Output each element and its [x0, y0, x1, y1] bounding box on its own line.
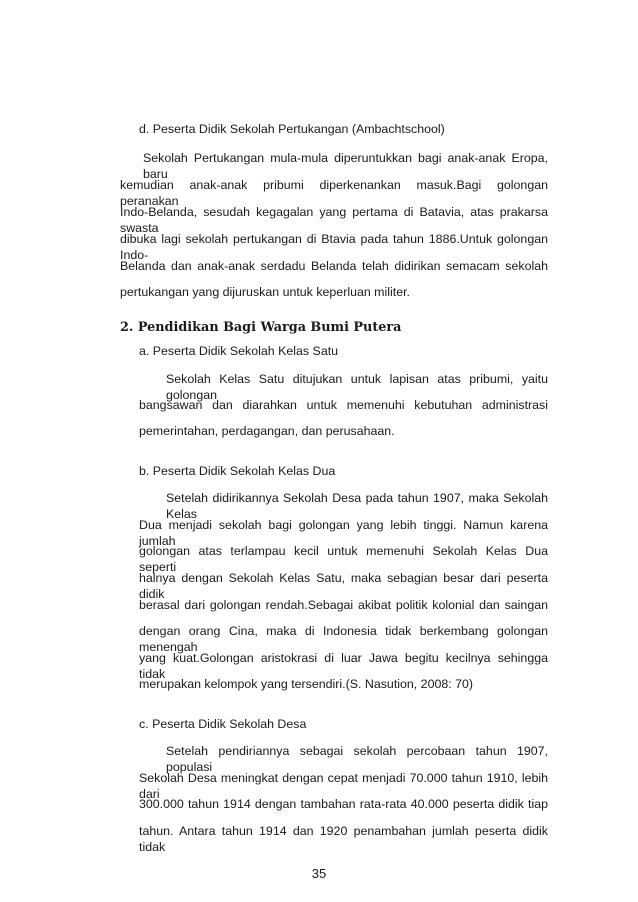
section-b-line-2: Dua menjadi sekolah bagi golongan yang lebih tinggi. Namun karena jumlah [139, 518, 548, 548]
section-c-line-1: Setelah pendiriannya sebagai sekolah percobaan tahun 1907, populasi [166, 744, 548, 774]
section-d-line-4: dibuka lagi sekolah pertukangan di Btavia pada tahun 1886.Untuk golongan Indo- [120, 232, 548, 262]
section-a-line-2: bangsawan dan diarahkan untuk memenuhi kebutuhan administrasi [139, 398, 548, 412]
section-heading: 2. Pendidikan Bagi Warga Bumi Putera [120, 320, 402, 335]
section-b-line-4: halnya dengan Sekolah Kelas Satu, maka sebagian besar dari peserta didik [139, 571, 548, 601]
section-b-line-5: berasal dari golongan rendah.Sebagai akibat politik kolonial dan saingan [139, 598, 548, 612]
page-number: 35 [311, 866, 327, 881]
section-b-line-8: merupakan kelompok yang tersendiri.(S. Nasution, 2008: 70) [139, 677, 474, 691]
section-b-line-3: golongan atas terlampau kecil untuk memenuhi Sekolah Kelas Dua seperti [139, 544, 548, 574]
section-d-line-2: kemudian anak-anak pribumi diperkenankan masuk.Bagi golongan peranakan [120, 178, 548, 208]
section-d-line-6: pertukangan yang dijuruskan untuk keperluan militer. [120, 285, 410, 299]
section-c-line-4: tahun. Antara tahun 1914 dan 1920 penambahan jumlah peserta didik tidak [139, 824, 548, 854]
section-d-title: d. Peserta Didik Sekolah Pertukangan (Ambachtschool) [139, 122, 445, 136]
section-c-line-2: Sekolah Desa meningkat dengan cepat menjadi 70.000 tahun 1910, lebih dari [139, 771, 548, 801]
section-a-line-1: Sekolah Kelas Satu ditujukan untuk lapisan atas pribumi, yaitu golongan [166, 372, 548, 402]
section-d-line-3: Indo-Belanda, sesudah kegagalan yang pertama di Batavia, atas prakarsa swasta [120, 205, 548, 235]
section-c-title: c. Peserta Didik Sekolah Desa [139, 717, 307, 731]
section-b-line-1: Setelah didirikannya Sekolah Desa pada tahun 1907, maka Sekolah Kelas [166, 491, 548, 521]
section-b-title: b. Peserta Didik Sekolah Kelas Dua [139, 464, 336, 478]
section-d-line-5: Belanda dan anak-anak serdadu Belanda telah didirikan semacam sekolah [120, 259, 548, 273]
section-b-line-7: yang kuat.Golongan aristokrasi di luar Jawa begitu kecilnya sehingga tidak [139, 651, 548, 681]
section-a-title: a. Peserta Didik Sekolah Kelas Satu [139, 344, 339, 358]
section-b-line-6: dengan orang Cina, maka di Indonesia tidak berkembang golongan menengah [139, 624, 548, 654]
section-c-line-3: 300.000 tahun 1914 dengan tambahan rata-rata 40.000 peserta didik tiap [139, 797, 548, 811]
section-d-line-1: Sekolah Pertukangan mula-mula diperuntukkan bagi anak-anak Eropa, baru [143, 151, 548, 181]
section-a-line-3: pemerintahan, perdagangan, dan perusahaan. [139, 424, 395, 438]
